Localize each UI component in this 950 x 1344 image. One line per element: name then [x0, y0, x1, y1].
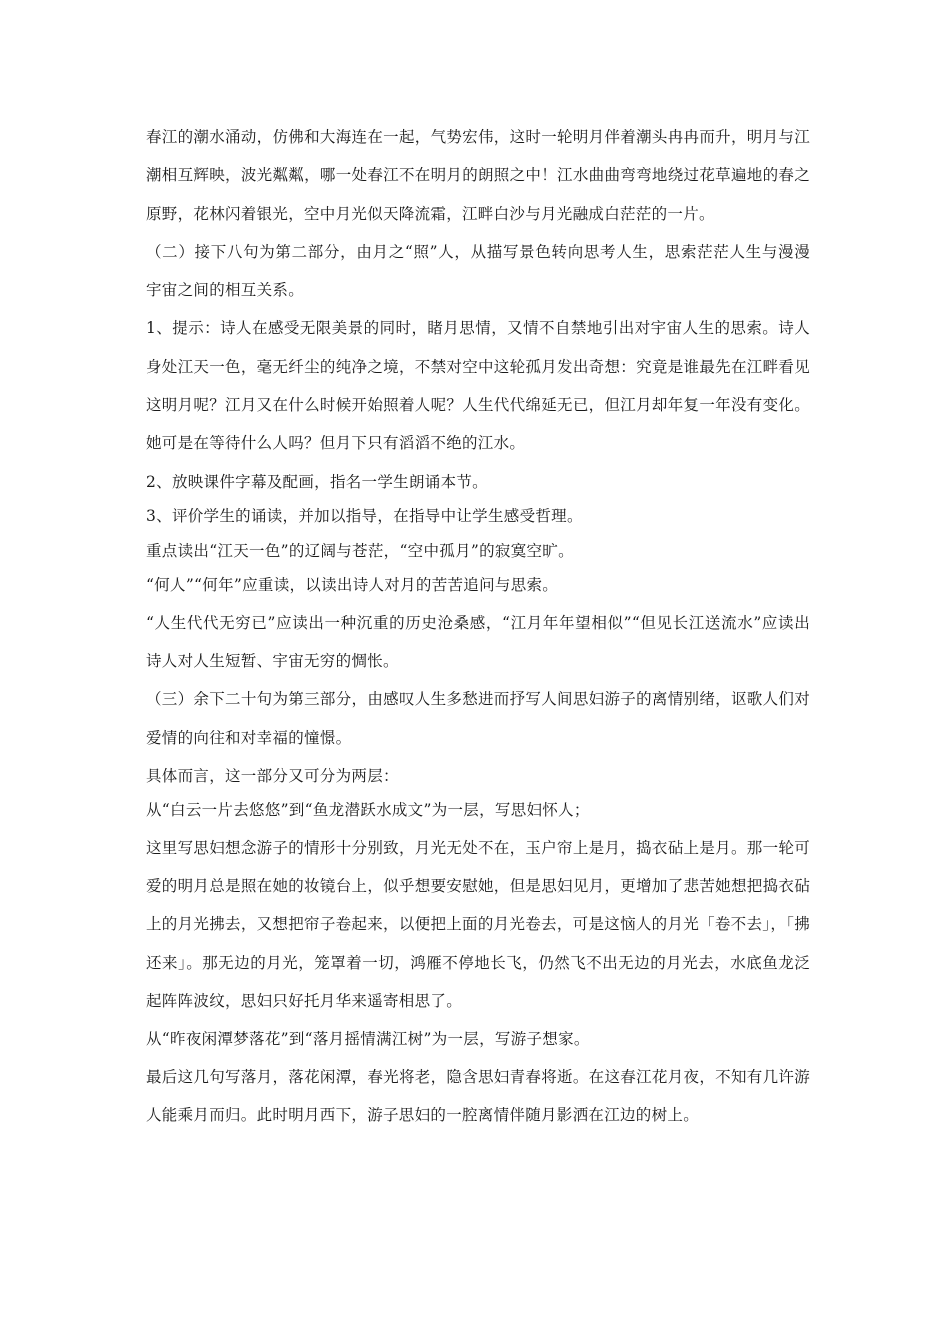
- paragraph-two-layers: 具体而言，这一部分又可分为两层：: [146, 766, 399, 785]
- paragraph-layer-two: 从“昨夜闲潭梦落花”到“落月摇情满江树”为一层，写游子想家。: [146, 1030, 590, 1049]
- paragraph-part-two-heading: （二）接下八句为第二部分，由月之“照”人，从描写景色转向思考人生，思索茫茫人生与漫漫宇宙之间的相互关系。: [146, 242, 810, 300]
- paragraph-part-three-heading: （三）余下二十句为第三部分，由感叹人生多愁进而抒写人间思妇游子的离情别绪，讴歌人们对爱情的向往和对幸福的憧憬。: [146, 690, 810, 747]
- paragraph-setting-moon: 最后这几句写落月，落花闲潭，春光将老，隐含思妇青春将逝。在这春江花月夜，不知有几许游人能乘月而归。此时明月西下，游子思妇的一腔离情伴随月影洒在江边的树上。: [146, 1067, 810, 1125]
- paragraph-courseware-step: 2、放映课件字幕及配画，指名一学生朗诵本节。: [146, 472, 488, 491]
- paragraph-evaluation-step: 3、评价学生的诵读，并加以指导，在指导中让学生感受哲理。: [146, 507, 583, 526]
- document-body: [146, 118, 810, 1134]
- paragraph-emotional-reading: “人生代代无穷已”应读出一种沉重的历史沧桑感，“江月年年望相似”“但见长江送流水”应读出诗人对人生短暂、宇宙无穷的惆怅。: [146, 613, 810, 670]
- paragraph-reading-focus: 重点读出“江天一色”的辽阔与苍茫，“空中孤月”的寂寞空旷。: [146, 541, 574, 560]
- paragraph-longing-wife: 这里写思妇想念游子的情形十分别致，月光无处不在，玉户帘上是月，捣衣砧上是月。那一轮可爱的明月总是照在她的妆镜台上，似乎想要安慰她，但是思妇见月，更增加了悲苦她想把捣衣砧上的月光拂去，又想把帘子卷起来，以便把上面的月光卷去，可是这恼人的月光「卷不去」，「拂还来」。那无边的月光，笼罩着一切，鸿雁不停地长飞，仍然飞不出无边的月光去，水底鱼龙泛起阵阵波纹，思妇只好托月华来遥寄相思了。: [146, 838, 810, 1011]
- paragraph-moonlit-river-description: 春江的潮水涌动，仿佛和大海连在一起，气势宏伟，这时一轮明月伴着潮头冉冉而升，明月与江潮相互辉映，波光粼粼，哪一处春江不在明月的朗照之中！江水曲曲弯弯地绕过花草遍地的春之原野，花林闪着银光，空中月光似天降流霜，江畔白沙与月光融成白茫茫的一片。: [146, 128, 810, 223]
- paragraph-layer-one: 从“白云一片去悠悠”到“鱼龙潜跃水成文”为一层，写思妇怀人；: [146, 801, 590, 820]
- paragraph-stress-reading: “何人”“何年”应重读，以读出诗人对月的苦苦追问与思索。: [146, 576, 559, 595]
- paragraph-hint: 1、提示：诗人在感受无限美景的同时，睹月思情，又情不自禁地引出对宇宙人生的思索。诗人身处江天一色，毫无纤尘的纯净之境，不禁对空中这轮孤月发出奇想：究竟是谁最先在江畔看见这明月呢？江月又在什么时候开始照着人呢？人生代代绵延无已，但江月却年复一年没有变化。她可是在等待什么人吗？但月下只有滔滔不绝的江水。: [146, 319, 810, 453]
